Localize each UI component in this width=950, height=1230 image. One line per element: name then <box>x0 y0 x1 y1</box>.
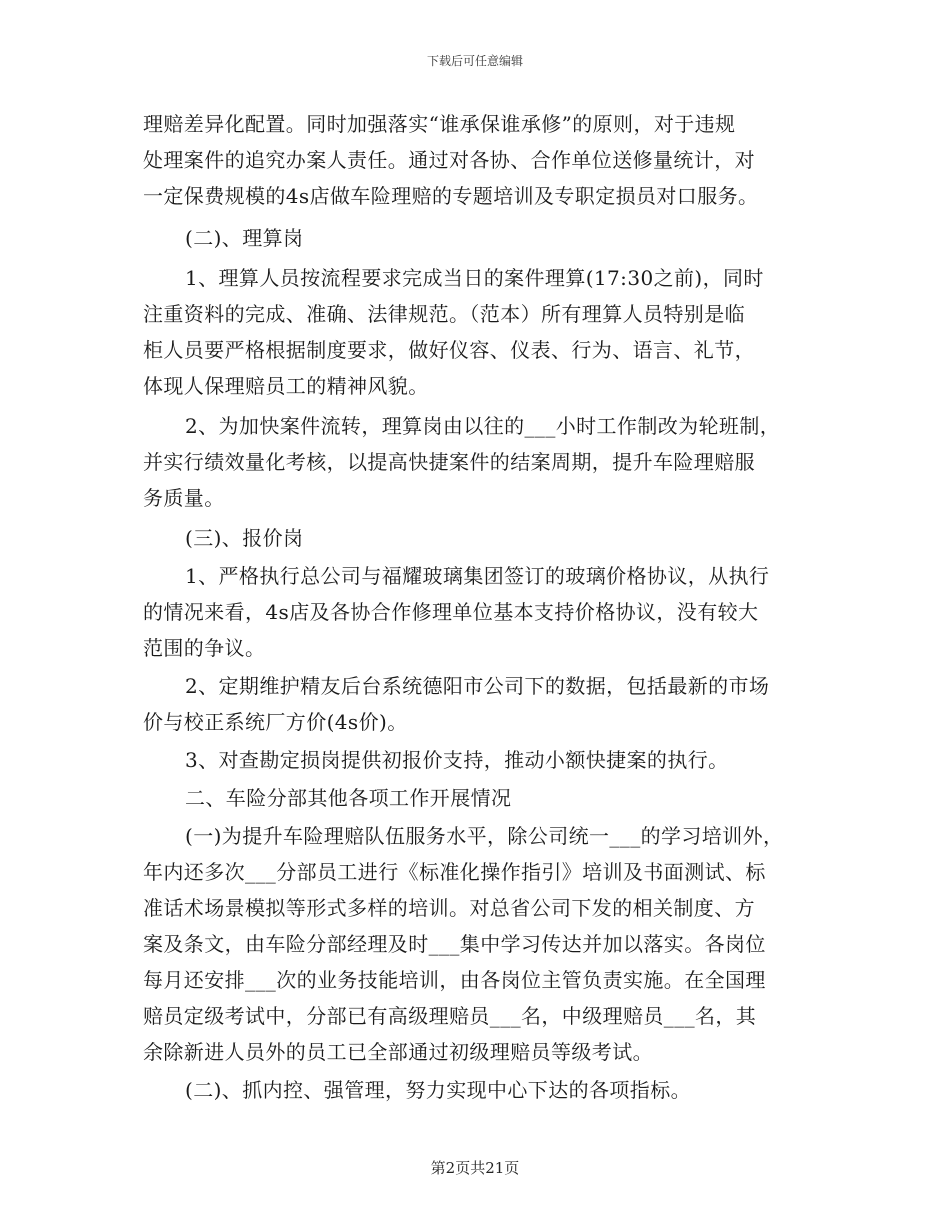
text-line: 3、对查勘定损岗提供初报价支持，推动小额快捷案的执行。 <box>185 748 729 772</box>
text-line: 的情况来看，4s店及各协合作修理单位基本支持价格协议，没有较大 <box>143 600 759 624</box>
text-line: 理赔差异化配置。同时加强落实“谁承保谁承修”的原则，对于违规 <box>143 112 736 136</box>
section-heading: (二)、理算岗 <box>185 226 304 250</box>
section-heading: (三)、报价岗 <box>185 526 304 550</box>
text-line: 柜人员要严格根据制度要求，做好仪容、仪表、行为、语言、礼节， <box>143 338 755 362</box>
text-line: 赔员定级考试中，分部已有高级理赔员___名，中级理赔员___名，其 <box>143 1004 757 1028</box>
text-line: 2、为加快案件流转，理算岗由以往的___小时工作制改为轮班制， <box>185 414 781 438</box>
text-line: 每月还安排___次的业务技能培训，由各岗位主管负责实施。在全国理 <box>143 968 766 992</box>
text-line: 范围的争议。 <box>143 636 266 660</box>
text-line: 1、严格执行总公司与福耀玻璃集团签订的玻璃价格协议，从执行 <box>185 564 770 588</box>
text-line: 并实行绩效量化考核，以提高快捷案件的结案周期，提升车险理赔服 <box>143 450 755 474</box>
text-line: (一)为提升车险理赔队伍服务水平，除公司统一___的学习培训外， <box>185 824 784 848</box>
text-line: 准话术场景模拟等形式多样的培训。对总省公司下发的相关制度、方 <box>143 896 755 920</box>
text-line: 1、理算人员按流程要求完成当日的案件理算(17:30之前)，同时 <box>185 266 764 290</box>
section-heading: (二)、抓内控、强管理，努力实现中心下达的各项指标。 <box>185 1078 692 1102</box>
section-heading: 二、车险分部其他各项工作开展情况 <box>185 786 512 810</box>
text-line: 案及条文，由车险分部经理及时___集中学习传达并加以落实。各岗位 <box>143 932 766 956</box>
page-header: 下载后可任意编辑 <box>426 54 523 68</box>
page-footer: 第2页共21页 <box>430 1159 520 1177</box>
text-line: 价与校正系统厂方价(4s价)。 <box>143 710 408 734</box>
text-line: 2、定期维护精友后台系统德阳市公司下的数据，包括最新的市场 <box>185 674 770 698</box>
text-line: 处理案件的追究办案人责任。通过对各协、合作单位送修量统计，对 <box>143 148 755 172</box>
text-line: 一定保费规模的4s店做车险理赔的专题培训及专职定损员对口服务。 <box>143 184 759 208</box>
text-line: 年内还多次___分部员工进行《标准化操作指引》培训及书面测试、标 <box>143 860 766 884</box>
text-line: 余除新进人员外的员工已全部通过初级理赔员等级考试。 <box>143 1040 653 1064</box>
text-line: 注重资料的完成、准确、法律规范。（范本）所有理算人员特别是临 <box>143 302 745 326</box>
text-line: 体现人保理赔员工的精神风貌。 <box>143 374 429 398</box>
text-line: 务质量。 <box>143 486 225 510</box>
